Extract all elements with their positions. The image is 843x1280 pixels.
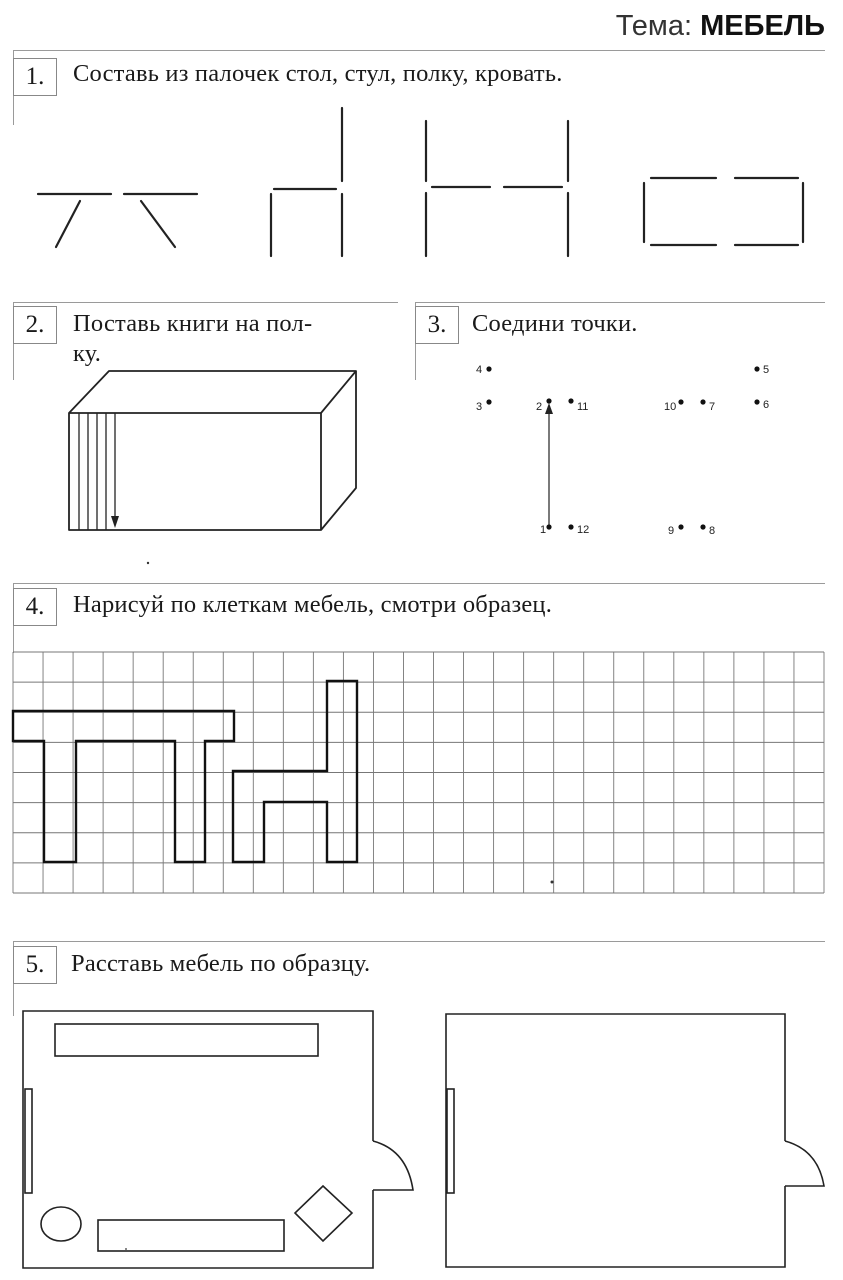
task-3-text: Соедини точки. [472,310,638,337]
room-sample [23,1011,413,1268]
topic-label: Тема: [615,10,693,42]
task-1-number: 1. [13,58,57,96]
dot-label-8: 8 [709,525,716,537]
topic-value: МЕБЕЛЬ [700,10,825,42]
dot-label-5: 5 [763,364,770,376]
sticks-chair [271,108,342,256]
sticks-bed [644,178,803,245]
grid-sample-furniture [13,681,357,862]
task-5-number: 5. [13,946,57,984]
task-3-number: 3. [415,306,459,344]
sticks-table [38,194,197,247]
task-2-text-line1: Поставь книги на пол- [73,310,313,337]
room-sample-sofa [98,1220,284,1251]
room-empty[interactable] [446,1014,824,1267]
dots-puzzle [476,364,769,537]
dot-label-9: 9 [668,525,675,537]
room-sample-square-table [295,1186,352,1241]
dot-label-3: 3 [476,401,483,413]
sticks-shelf [426,121,568,256]
shelf-box [69,371,356,530]
room-empty-window [447,1089,454,1193]
dot-label-1: 1 [540,524,547,536]
dot-label-11: 11 [577,401,589,413]
task-4-text: Нарисуй по клеткам мебель, смотри образец. [73,591,553,618]
scan-specks [125,562,553,1250]
dot-label-6: 6 [763,399,770,411]
shelf-books [79,413,115,530]
dot-label-10: 10 [664,401,677,413]
room-sample-round-table [41,1207,81,1241]
room-sample-window [25,1089,32,1193]
task-5-text: Расставь мебель по образцу. [71,950,371,977]
room-sample-bed [55,1024,318,1056]
task-2-text-line2: ку. [73,340,102,367]
down-arrow-icon [111,516,119,528]
dot-label-4: 4 [476,364,483,376]
drawing-grid[interactable] [13,652,824,893]
up-arrow-icon [545,403,553,414]
task-2-number: 2. [13,306,57,344]
dot-label-2: 2 [536,401,543,413]
task-4-number: 4. [13,588,57,626]
task-1-text: Составь из палочек стол, стул, полку, кровать. [73,60,563,87]
dot-label-12: 12 [577,524,590,536]
dot-label-7: 7 [709,401,716,413]
